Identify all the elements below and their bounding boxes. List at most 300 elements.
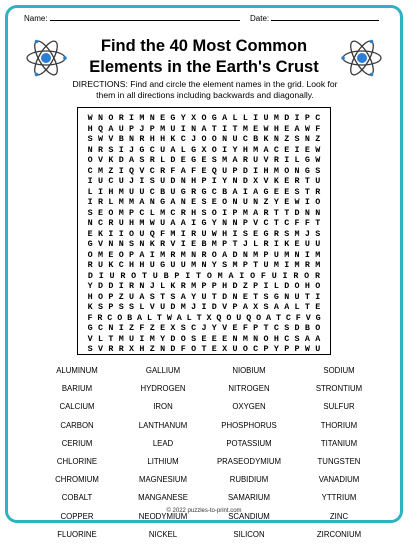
grid-letter[interactable]: X <box>222 344 228 354</box>
grid-letter[interactable]: D <box>232 249 238 260</box>
grid-letter[interactable]: P <box>211 281 217 291</box>
grid-letter[interactable]: L <box>294 302 300 312</box>
grid-letter[interactable]: F <box>160 228 166 239</box>
grid-letter[interactable]: O <box>117 312 123 323</box>
grid-letter[interactable]: P <box>129 123 135 134</box>
grid-letter[interactable]: M <box>242 333 248 344</box>
grid-letter[interactable]: E <box>211 197 217 207</box>
grid-letter[interactable]: S <box>191 333 197 344</box>
grid-letter[interactable]: P <box>201 176 207 186</box>
grid-letter[interactable]: H <box>191 176 197 186</box>
grid-letter[interactable]: I <box>129 113 135 123</box>
grid-letter[interactable]: W <box>294 197 300 207</box>
grid-letter[interactable]: M <box>160 123 166 134</box>
grid-letter[interactable]: V <box>149 302 155 312</box>
grid-letter[interactable]: N <box>129 134 135 144</box>
grid-letter[interactable]: O <box>118 249 124 260</box>
grid-letter[interactable]: A <box>139 291 145 302</box>
grid-letter[interactable]: I <box>108 228 114 239</box>
grid-letter[interactable]: V <box>108 134 114 144</box>
grid-letter[interactable]: S <box>170 291 176 302</box>
grid-letter[interactable]: Z <box>118 291 124 302</box>
grid-letter[interactable]: U <box>271 270 277 281</box>
grid-letter[interactable]: C <box>149 165 155 176</box>
grid-letter[interactable]: P <box>242 260 248 270</box>
grid-letter[interactable]: U <box>98 260 104 270</box>
grid-letter[interactable]: T <box>196 312 202 323</box>
grid-letter[interactable]: I <box>284 155 290 165</box>
grid-letter[interactable]: A <box>284 302 290 312</box>
grid-letter[interactable]: S <box>139 155 145 165</box>
grid-letter[interactable]: T <box>304 176 310 186</box>
grid-letter[interactable]: A <box>129 155 135 165</box>
grid-letter[interactable]: A <box>232 186 238 197</box>
grid-letter[interactable]: P <box>108 302 114 312</box>
grid-letter[interactable]: S <box>180 323 186 333</box>
grid-letter[interactable]: M <box>242 207 248 218</box>
grid-letter[interactable]: C <box>263 218 269 228</box>
grid-letter[interactable]: I <box>282 270 288 281</box>
grid-letter[interactable]: R <box>129 281 135 291</box>
grid-letter[interactable]: F <box>304 218 310 228</box>
grid-letter[interactable]: H <box>273 123 279 134</box>
grid-letter[interactable]: P <box>222 239 228 249</box>
grid-letter[interactable]: N <box>232 291 238 302</box>
grid-letter[interactable]: A <box>232 155 238 165</box>
grid-letter[interactable]: A <box>180 218 186 228</box>
grid-letter[interactable]: C <box>98 218 104 228</box>
grid-letter[interactable]: D <box>98 281 104 291</box>
grid-letter[interactable]: L <box>242 113 248 123</box>
grid-letter[interactable]: D <box>170 176 176 186</box>
grid-letter[interactable]: K <box>108 155 114 165</box>
grid-letter[interactable]: B <box>118 134 124 144</box>
grid-letter[interactable]: L <box>98 333 104 344</box>
grid-letter[interactable]: C <box>315 113 321 123</box>
grid-letter[interactable]: E <box>315 302 321 312</box>
grid-letter[interactable]: B <box>163 270 169 281</box>
grid-letter[interactable]: T <box>156 312 162 323</box>
grid-letter[interactable]: G <box>180 186 186 197</box>
grid-letter[interactable]: U <box>170 123 176 134</box>
grid-letter[interactable]: S <box>222 260 228 270</box>
grid-letter[interactable]: A <box>180 291 186 302</box>
grid-letter[interactable]: S <box>242 228 248 239</box>
grid-letter[interactable]: H <box>139 344 145 354</box>
grid-letter[interactable]: R <box>170 249 176 260</box>
grid-letter[interactable]: U <box>236 312 242 323</box>
grid-letter[interactable]: F <box>170 165 176 176</box>
grid-letter[interactable]: M <box>253 249 259 260</box>
grid-letter[interactable]: I <box>294 144 300 155</box>
grid-letter[interactable]: K <box>108 260 114 270</box>
grid-letter[interactable]: R <box>242 155 248 165</box>
grid-letter[interactable]: J <box>201 323 207 333</box>
grid-letter[interactable]: O <box>222 197 228 207</box>
grid-letter[interactable]: D <box>170 344 176 354</box>
grid-letter[interactable]: A <box>170 218 176 228</box>
grid-letter[interactable]: G <box>170 113 176 123</box>
grid-letter[interactable]: Q <box>129 165 135 176</box>
grid-letter[interactable]: I <box>118 281 124 291</box>
grid-letter[interactable]: N <box>139 281 145 291</box>
grid-letter[interactable]: V <box>98 155 104 165</box>
grid-letter[interactable]: V <box>222 323 228 333</box>
grid-letter[interactable]: F <box>139 323 145 333</box>
grid-letter[interactable]: I <box>180 228 186 239</box>
grid-letter[interactable]: I <box>222 123 228 134</box>
grid-letter[interactable]: L <box>160 281 166 291</box>
grid-letter[interactable]: N <box>139 239 145 249</box>
grid-letter[interactable]: V <box>87 333 93 344</box>
grid-letter[interactable]: Q <box>246 312 252 323</box>
grid-letter[interactable]: P <box>174 270 180 281</box>
grid-letter[interactable]: H <box>242 144 248 155</box>
grid-letter[interactable]: D <box>284 281 290 291</box>
grid-letter[interactable]: O <box>226 312 232 323</box>
grid-letter[interactable]: T <box>232 239 238 249</box>
grid-letter[interactable]: K <box>87 302 93 312</box>
grid-letter[interactable]: M <box>253 144 259 155</box>
grid-letter[interactable]: N <box>304 134 310 144</box>
grid-letter[interactable]: R <box>108 344 114 354</box>
grid-letter[interactable]: T <box>263 323 269 333</box>
grid-letter[interactable]: F <box>294 218 300 228</box>
grid-letter[interactable]: G <box>191 144 197 155</box>
grid-letter[interactable]: G <box>211 113 217 123</box>
grid-letter[interactable]: E <box>284 123 290 134</box>
grid-letter[interactable]: P <box>284 344 290 354</box>
grid-letter[interactable]: S <box>263 302 269 312</box>
grid-letter[interactable]: O <box>211 144 217 155</box>
grid-letter[interactable]: M <box>118 207 124 218</box>
grid-letter[interactable]: P <box>263 344 269 354</box>
grid-letter[interactable]: L <box>108 197 114 207</box>
grid-letter[interactable]: J <box>304 228 310 239</box>
grid-letter[interactable]: I <box>118 165 124 176</box>
grid-letter[interactable]: D <box>242 176 248 186</box>
grid-letter[interactable]: M <box>149 333 155 344</box>
grid-letter[interactable]: L <box>87 186 93 197</box>
grid-letter[interactable]: H <box>87 123 93 134</box>
grid-letter[interactable]: O <box>180 333 186 344</box>
grid-letter[interactable]: Y <box>222 176 228 186</box>
grid-letter[interactable]: J <box>191 134 197 144</box>
grid-letter[interactable]: R <box>191 186 197 197</box>
grid-letter[interactable]: S <box>315 228 321 239</box>
grid-letter[interactable]: I <box>304 249 310 260</box>
grid-letter[interactable]: N <box>118 239 124 249</box>
grid-letter[interactable]: I <box>118 144 124 155</box>
grid-letter[interactable]: M <box>315 249 321 260</box>
grid-letter[interactable]: R <box>273 155 279 165</box>
grid-letter[interactable]: A <box>253 186 259 197</box>
grid-letter[interactable]: M <box>294 260 300 270</box>
grid-letter[interactable]: R <box>263 239 269 249</box>
grid-letter[interactable]: O <box>108 113 114 123</box>
grid-letter[interactable]: N <box>232 218 238 228</box>
grid-letter[interactable]: Q <box>149 228 155 239</box>
grid-letter[interactable]: A <box>170 197 176 207</box>
grid-letter[interactable]: M <box>129 197 135 207</box>
grid-letter[interactable]: M <box>232 260 238 270</box>
grid-letter[interactable]: D <box>222 291 228 302</box>
grid-letter[interactable]: V <box>98 344 104 354</box>
grid-letter[interactable]: G <box>160 197 166 207</box>
grid-letter[interactable]: C <box>284 218 290 228</box>
grid-letter[interactable]: Y <box>211 260 217 270</box>
grid-letter[interactable]: L <box>139 302 145 312</box>
grid-letter[interactable]: K <box>263 134 269 144</box>
grid-letter[interactable]: U <box>160 144 166 155</box>
grid-letter[interactable]: U <box>232 344 238 354</box>
grid-letter[interactable]: O <box>206 270 212 281</box>
grid-letter[interactable]: F <box>260 270 266 281</box>
grid-letter[interactable]: U <box>263 260 269 270</box>
grid-letter[interactable]: F <box>87 312 93 323</box>
grid-letter[interactable]: E <box>253 123 259 134</box>
grid-letter[interactable]: X <box>201 144 207 155</box>
grid-letter[interactable]: A <box>139 249 145 260</box>
grid-letter[interactable]: W <box>304 123 310 134</box>
grid-letter[interactable]: P <box>294 344 300 354</box>
grid-letter[interactable]: N <box>201 260 207 270</box>
grid-letter[interactable]: A <box>266 312 272 323</box>
grid-letter[interactable]: H <box>222 228 228 239</box>
grid-letter[interactable]: A <box>176 312 182 323</box>
grid-letter[interactable]: M <box>160 207 166 218</box>
grid-letter[interactable]: D <box>87 270 93 281</box>
grid-letter[interactable]: N <box>253 197 259 207</box>
grid-letter[interactable]: O <box>315 281 321 291</box>
grid-letter[interactable]: U <box>160 176 166 186</box>
grid-letter[interactable]: N <box>160 344 166 354</box>
grid-letter[interactable]: Z <box>129 323 135 333</box>
grid-letter[interactable]: Y <box>232 144 238 155</box>
grid-letter[interactable]: S <box>294 333 300 344</box>
grid-letter[interactable]: U <box>315 344 321 354</box>
grid-letter[interactable]: Y <box>87 281 93 291</box>
grid-letter[interactable]: J <box>129 176 135 186</box>
grid-letter[interactable]: N <box>294 165 300 176</box>
grid-letter[interactable]: W <box>98 134 104 144</box>
grid-letter[interactable]: U <box>315 239 321 249</box>
grid-letter[interactable]: M <box>242 123 248 134</box>
grid-letter[interactable]: H <box>263 165 269 176</box>
grid-letter[interactable]: W <box>166 312 172 323</box>
grid-letter[interactable]: R <box>304 260 310 270</box>
grid-letter[interactable]: E <box>191 239 197 249</box>
grid-letter[interactable]: D <box>211 302 217 312</box>
grid-letter[interactable]: O <box>131 270 137 281</box>
grid-letter[interactable]: Q <box>216 312 222 323</box>
grid-letter[interactable]: R <box>180 281 186 291</box>
grid-letter[interactable]: U <box>180 260 186 270</box>
grid-letter[interactable]: M <box>180 302 186 312</box>
grid-letter[interactable]: P <box>232 302 238 312</box>
grid-letter[interactable]: I <box>185 270 191 281</box>
grid-letter[interactable]: P <box>232 207 238 218</box>
grid-letter[interactable]: I <box>118 228 124 239</box>
grid-letter[interactable]: C <box>273 144 279 155</box>
grid-letter[interactable]: U <box>160 302 166 312</box>
grid-letter[interactable]: N <box>304 207 310 218</box>
grid-letter[interactable]: H <box>191 207 197 218</box>
grid-letter[interactable]: P <box>201 281 207 291</box>
grid-letter[interactable]: C <box>191 323 197 333</box>
grid-letter[interactable]: F <box>242 323 248 333</box>
grid-letter[interactable]: E <box>273 186 279 197</box>
grid-letter[interactable]: Y <box>160 333 166 344</box>
grid-letter[interactable]: H <box>129 218 135 228</box>
grid-letter[interactable]: N <box>242 249 248 260</box>
grid-letter[interactable]: S <box>98 302 104 312</box>
grid-letter[interactable]: B <box>201 239 207 249</box>
grid-letter[interactable]: B <box>160 186 166 197</box>
grid-letter[interactable]: R <box>315 186 321 197</box>
grid-letter[interactable]: K <box>170 134 176 144</box>
grid-letter[interactable]: S <box>211 155 217 165</box>
grid-letter[interactable]: O <box>98 291 104 302</box>
grid-letter[interactable]: N <box>98 113 104 123</box>
word-search-grid[interactable] <box>77 107 331 355</box>
grid-letter[interactable]: U <box>201 291 207 302</box>
grid-letter[interactable]: N <box>222 218 228 228</box>
grid-letter[interactable]: O <box>256 312 262 323</box>
grid-letter[interactable]: N <box>232 176 238 186</box>
grid-letter[interactable]: C <box>149 186 155 197</box>
grid-letter[interactable]: S <box>294 134 300 144</box>
grid-letter[interactable]: O <box>304 270 310 281</box>
grid-letter[interactable]: C <box>108 176 114 186</box>
grid-letter[interactable]: V <box>98 239 104 249</box>
grid-letter[interactable]: X <box>253 176 259 186</box>
grid-letter[interactable]: U <box>263 113 269 123</box>
grid-letter[interactable]: D <box>294 323 300 333</box>
grid-letter[interactable]: N <box>284 291 290 302</box>
grid-letter[interactable]: L <box>160 155 166 165</box>
grid-letter[interactable]: S <box>129 302 135 312</box>
grid-letter[interactable]: B <box>304 323 310 333</box>
grid-letter[interactable]: Y <box>211 218 217 228</box>
grid-letter[interactable]: O <box>87 155 93 165</box>
grid-letter[interactable]: E <box>222 333 228 344</box>
grid-letter[interactable]: H <box>304 281 310 291</box>
grid-letter[interactable]: I <box>87 176 93 186</box>
grid-letter[interactable]: E <box>304 144 310 155</box>
grid-letter[interactable]: G <box>87 323 93 333</box>
grid-letter[interactable]: U <box>242 197 248 207</box>
grid-letter[interactable]: I <box>180 239 186 249</box>
grid-letter[interactable]: M <box>118 186 124 197</box>
grid-letter[interactable]: A <box>139 197 145 207</box>
grid-letter[interactable]: B <box>222 186 228 197</box>
grid-letter[interactable]: H <box>108 186 114 197</box>
grid-letter[interactable]: E <box>284 186 290 197</box>
grid-letter[interactable]: F <box>180 344 186 354</box>
grid-letter[interactable]: I <box>139 176 145 186</box>
grid-letter[interactable]: D <box>294 207 300 218</box>
grid-letter[interactable]: W <box>149 218 155 228</box>
grid-letter[interactable]: C <box>87 165 93 176</box>
grid-letter[interactable]: N <box>180 176 186 186</box>
grid-letter[interactable]: T <box>273 218 279 228</box>
grid-letter[interactable]: P <box>149 123 155 134</box>
grid-letter[interactable]: W <box>87 113 93 123</box>
grid-letter[interactable]: N <box>87 218 93 228</box>
name-line[interactable] <box>50 12 240 21</box>
grid-letter[interactable]: A <box>201 123 207 134</box>
grid-letter[interactable]: D <box>118 155 124 165</box>
grid-letter[interactable]: L <box>273 281 279 291</box>
grid-letter[interactable]: R <box>263 207 269 218</box>
grid-letter[interactable]: I <box>304 197 310 207</box>
grid-letter[interactable]: R <box>118 113 124 123</box>
grid-letter[interactable]: O <box>263 333 269 344</box>
grid-letter[interactable]: U <box>149 260 155 270</box>
grid-letter[interactable]: U <box>294 291 300 302</box>
grid-letter[interactable]: R <box>160 239 166 249</box>
grid-letter[interactable]: X <box>253 302 259 312</box>
grid-letter[interactable]: N <box>232 197 238 207</box>
grid-letter[interactable]: I <box>284 260 290 270</box>
grid-letter[interactable]: I <box>211 176 217 186</box>
grid-letter[interactable]: D <box>170 302 176 312</box>
grid-letter[interactable]: N <box>87 144 93 155</box>
grid-letter[interactable]: I <box>239 270 245 281</box>
grid-letter[interactable]: U <box>222 165 228 176</box>
grid-letter[interactable]: T <box>315 218 321 228</box>
grid-letter[interactable]: I <box>180 123 186 134</box>
grid-letter[interactable]: Q <box>211 165 217 176</box>
grid-letter[interactable]: T <box>141 270 147 281</box>
grid-letter[interactable]: L <box>294 155 300 165</box>
grid-letter[interactable]: I <box>232 228 238 239</box>
grid-letter[interactable]: E <box>294 239 300 249</box>
grid-letter[interactable]: C <box>253 344 259 354</box>
grid-letter[interactable]: T <box>284 207 290 218</box>
grid-letter[interactable]: T <box>201 344 207 354</box>
grid-letter[interactable]: M <box>98 165 104 176</box>
grid-letter[interactable]: K <box>149 239 155 249</box>
grid-letter[interactable]: M <box>191 260 197 270</box>
grid-letter[interactable]: M <box>294 228 300 239</box>
grid-letter[interactable]: W <box>315 144 321 155</box>
grid-letter[interactable]: O <box>250 270 256 281</box>
grid-letter[interactable]: I <box>315 291 321 302</box>
grid-letter[interactable]: T <box>304 291 310 302</box>
grid-letter[interactable]: I <box>263 281 269 291</box>
grid-letter[interactable]: R <box>293 270 299 281</box>
grid-letter[interactable]: Y <box>273 344 279 354</box>
grid-letter[interactable]: P <box>304 113 310 123</box>
grid-letter[interactable]: Y <box>180 113 186 123</box>
grid-letter[interactable]: M <box>191 281 197 291</box>
grid-letter[interactable]: M <box>118 197 124 207</box>
grid-letter[interactable]: S <box>201 197 207 207</box>
grid-letter[interactable]: C <box>273 323 279 333</box>
grid-letter[interactable]: W <box>211 228 217 239</box>
grid-letter[interactable]: S <box>315 165 321 176</box>
grid-letter[interactable]: R <box>139 134 145 144</box>
grid-letter[interactable]: P <box>253 281 259 291</box>
grid-letter[interactable]: P <box>129 249 135 260</box>
grid-letter[interactable]: S <box>294 186 300 197</box>
grid-letter[interactable]: J <box>242 239 248 249</box>
grid-letter[interactable]: F <box>295 312 301 323</box>
grid-letter[interactable]: E <box>211 344 217 354</box>
grid-letter[interactable]: O <box>87 249 93 260</box>
